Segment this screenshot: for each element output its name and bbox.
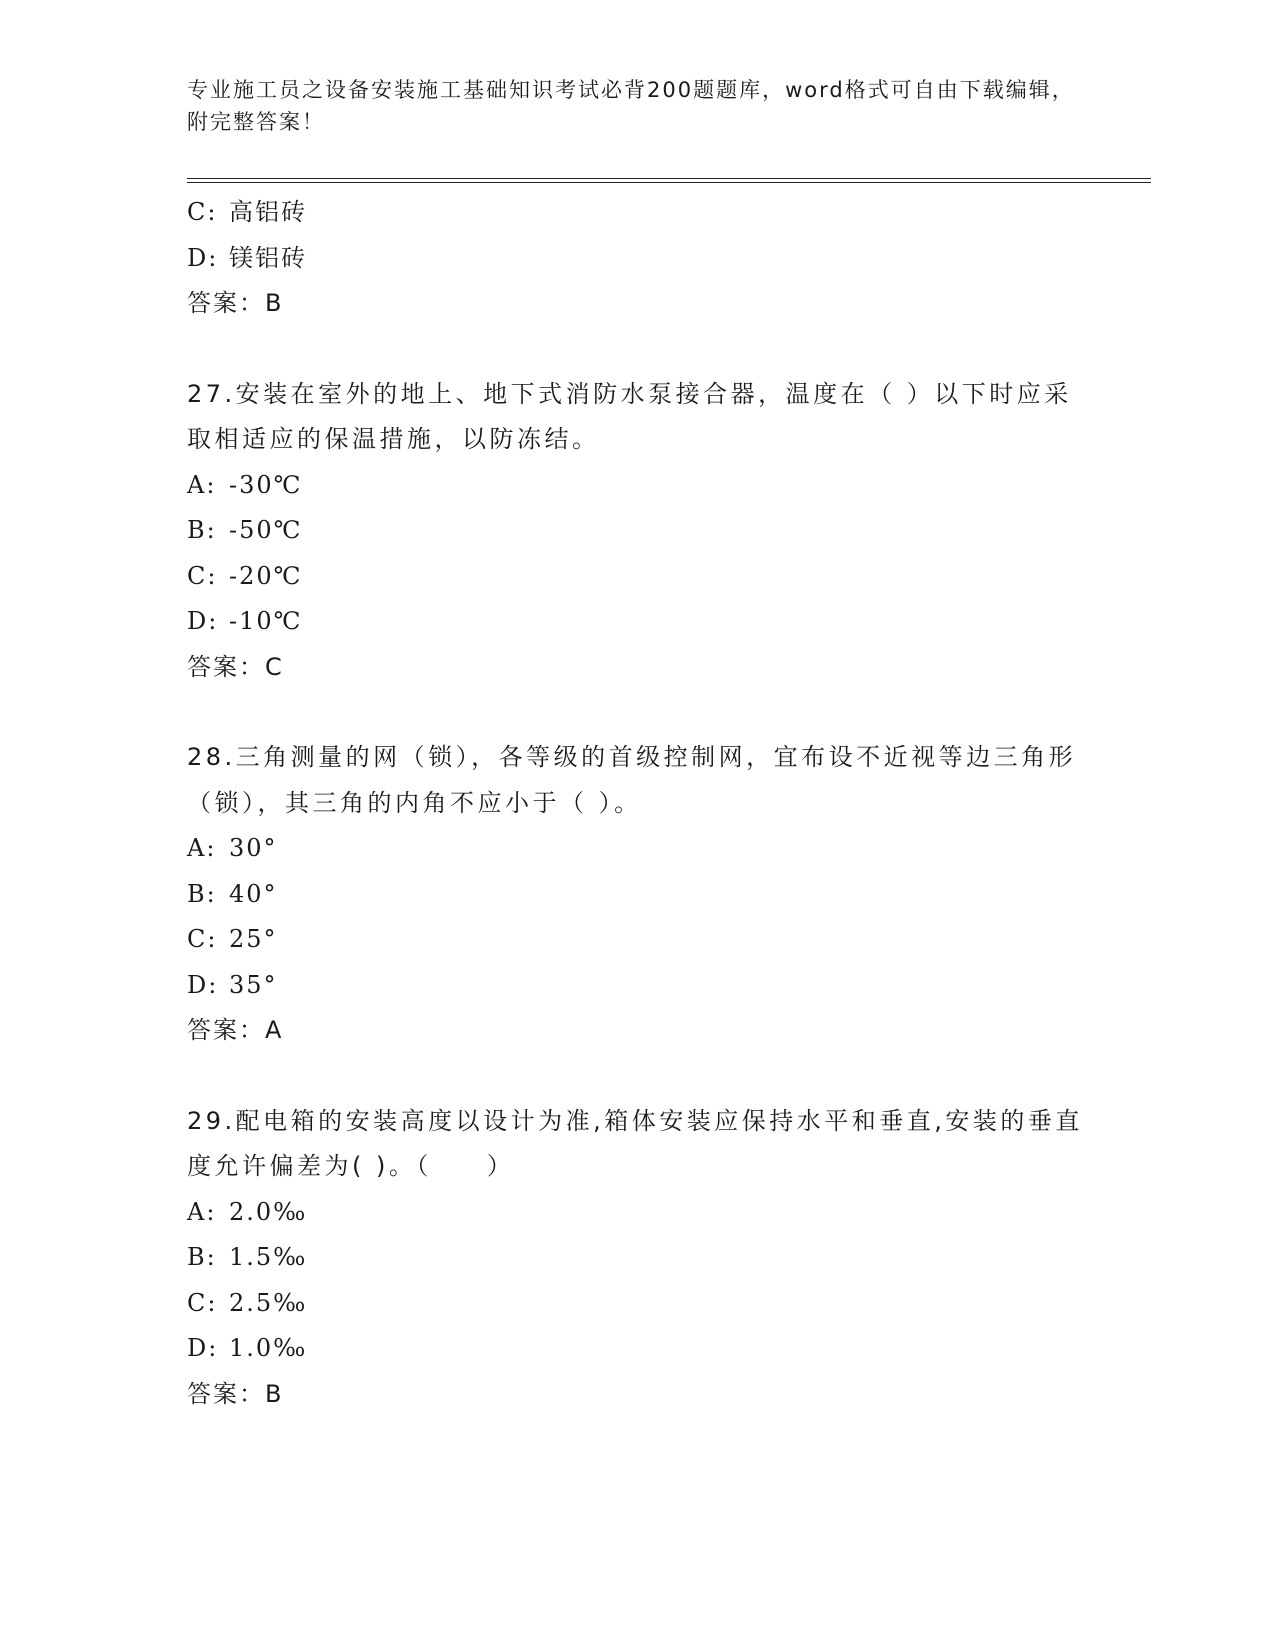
option-b: B: -50℃ (187, 516, 303, 544)
option-c: C: 2.5‰ (187, 1288, 308, 1317)
option-a: A: 2.0‰ (187, 1197, 308, 1226)
answer-line: 答案：B (187, 289, 284, 317)
option-d: D: 1.0‰ (187, 1334, 308, 1362)
option-a: A: -30℃ (187, 470, 303, 499)
question-stem-28: 28.三角测量的网（锁），各等级的首级控制网，宜布设不近视等边三角形（锁），其三角的内角不应小于（ ）。 (187, 743, 1077, 817)
option-b: B: 1.5‰ (187, 1243, 308, 1271)
option-c: C: 高铝砖 (187, 198, 307, 226)
answer-line: 答案：C (187, 652, 284, 681)
answer-line: 答案：A (187, 1016, 284, 1044)
answer-line: 答案：B (187, 1379, 284, 1408)
question-list (187, 190, 1087, 1417)
option-c: C: 25° (187, 925, 278, 953)
option-c: C: -20℃ (187, 561, 303, 590)
option-d: D: 镁铝砖 (187, 243, 307, 272)
question-stem-27: 27.安装在室外的地上、地下式消防水泵接合器，温度在（ ）以下时应采取相适应的保温措施，以防冻结。 (187, 379, 1072, 453)
header-divider-top (187, 178, 1151, 179)
option-d: D: 35° (187, 970, 278, 999)
question-stem-29: 29.配电箱的安装高度以设计为准,箱体安装应保持水平和垂直,安装的垂直度允许偏差为( )。（ ） (187, 1106, 1083, 1180)
option-b: B: 40° (187, 879, 278, 908)
option-a: A: 30° (187, 834, 278, 862)
option-d: D: -10℃ (187, 607, 303, 635)
document-header-title: 专业施工员之设备安装施工基础知识考试必背200题题库，word格式可自由下载编辑，附完整答案！ (187, 78, 1075, 134)
header-divider-bottom (187, 182, 1151, 183)
